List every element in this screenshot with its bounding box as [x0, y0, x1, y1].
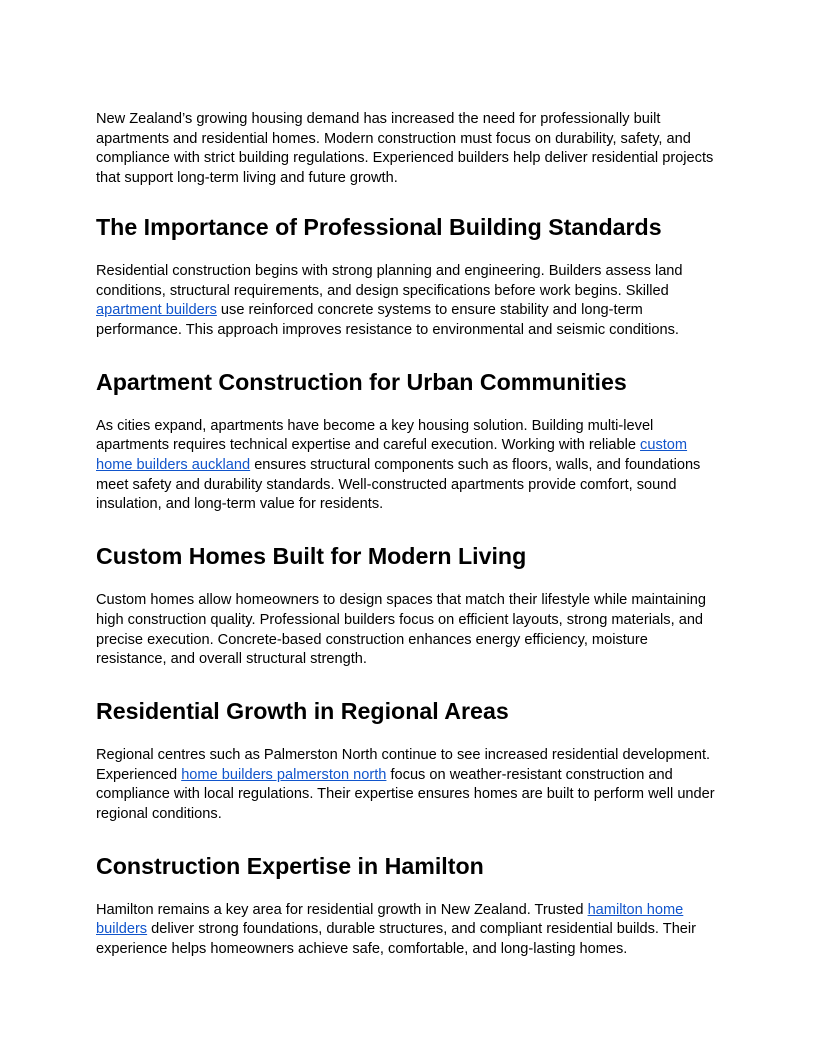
document-page	[96, 110, 722, 960]
section-paragraph	[96, 901, 722, 960]
section-heading: Construction Expertise in Hamilton	[96, 852, 484, 879]
paragraph-text: focus on weather-resistant construction and compliance with local regulations. Their expertise ensures homes are built to perform well under regional conditions.	[96, 766, 715, 823]
paragraph-text: use reinforced concrete systems to ensure stability and long-term performance. This approach improves resistance to environmental and seismic conditions.	[96, 302, 679, 338]
section-paragraph	[96, 417, 722, 516]
paragraph-text: As cities expand, apartments have become a key housing solution. Building multi-level apartments requires technical expertise and careful execution. Working with reliable	[96, 417, 654, 454]
paragraph-text: deliver strong foundations, durable structures, and compliant residential builds. Their experience helps homeowners achieve safe, comfortable, and long-lasting homes.	[96, 921, 697, 958]
intro-paragraph: New Zealand’s growing housing demand has increased the need for professionally built apartments and residential homes. Modern construction must focus on durability, safety, and compliance with strict building regulations. Experienced builders help deliver residential projects that support long-term living and future growth.	[96, 111, 714, 187]
paragraph-text: Regional centres such as Palmerston North continue to see increased residential development. Experienced	[96, 746, 711, 783]
section-paragraph	[96, 746, 722, 825]
custom-home-builders-auckland-link[interactable]: custom home builders auckland	[96, 437, 688, 474]
paragraph-text: Residential construction begins with strong planning and engineering. Builders assess land conditions, structural requirements, and design specifications before work begins. Skilled	[96, 262, 683, 299]
home-builders-palmerston-north-link[interactable]: home builders palmerston north	[181, 766, 387, 783]
section-heading: Custom Homes Built for Modern Living	[96, 543, 527, 570]
section-paragraph: Custom homes allow homeowners to design spaces that match their lifestyle while maintaining high construction quality. Professional builders focus on efficient layouts, strong materials, and precise execution. Concrete-based construction enhances energy efficiency, moisture resistance, and overall structural strength.	[96, 592, 706, 668]
section-paragraph	[96, 262, 722, 341]
paragraph-text: Hamilton remains a key area for residential growth in New Zealand. Trusted	[96, 901, 588, 918]
paragraph-text: ensures structural components such as floors, walls, and foundations meet safety and durability standards. Well-constructed apartments provide comfort, sound insulation, and long-term value for residents.	[96, 457, 701, 513]
apartment-builders-link[interactable]: apartment builders	[96, 302, 217, 319]
section-heading: The Importance of Professional Building Standards	[96, 213, 662, 240]
hamilton-home-builders-link[interactable]: hamilton home builders	[96, 901, 684, 938]
section-heading: Apartment Construction for Urban Communities	[96, 368, 627, 395]
section-heading: Residential Growth in Regional Areas	[96, 697, 509, 724]
